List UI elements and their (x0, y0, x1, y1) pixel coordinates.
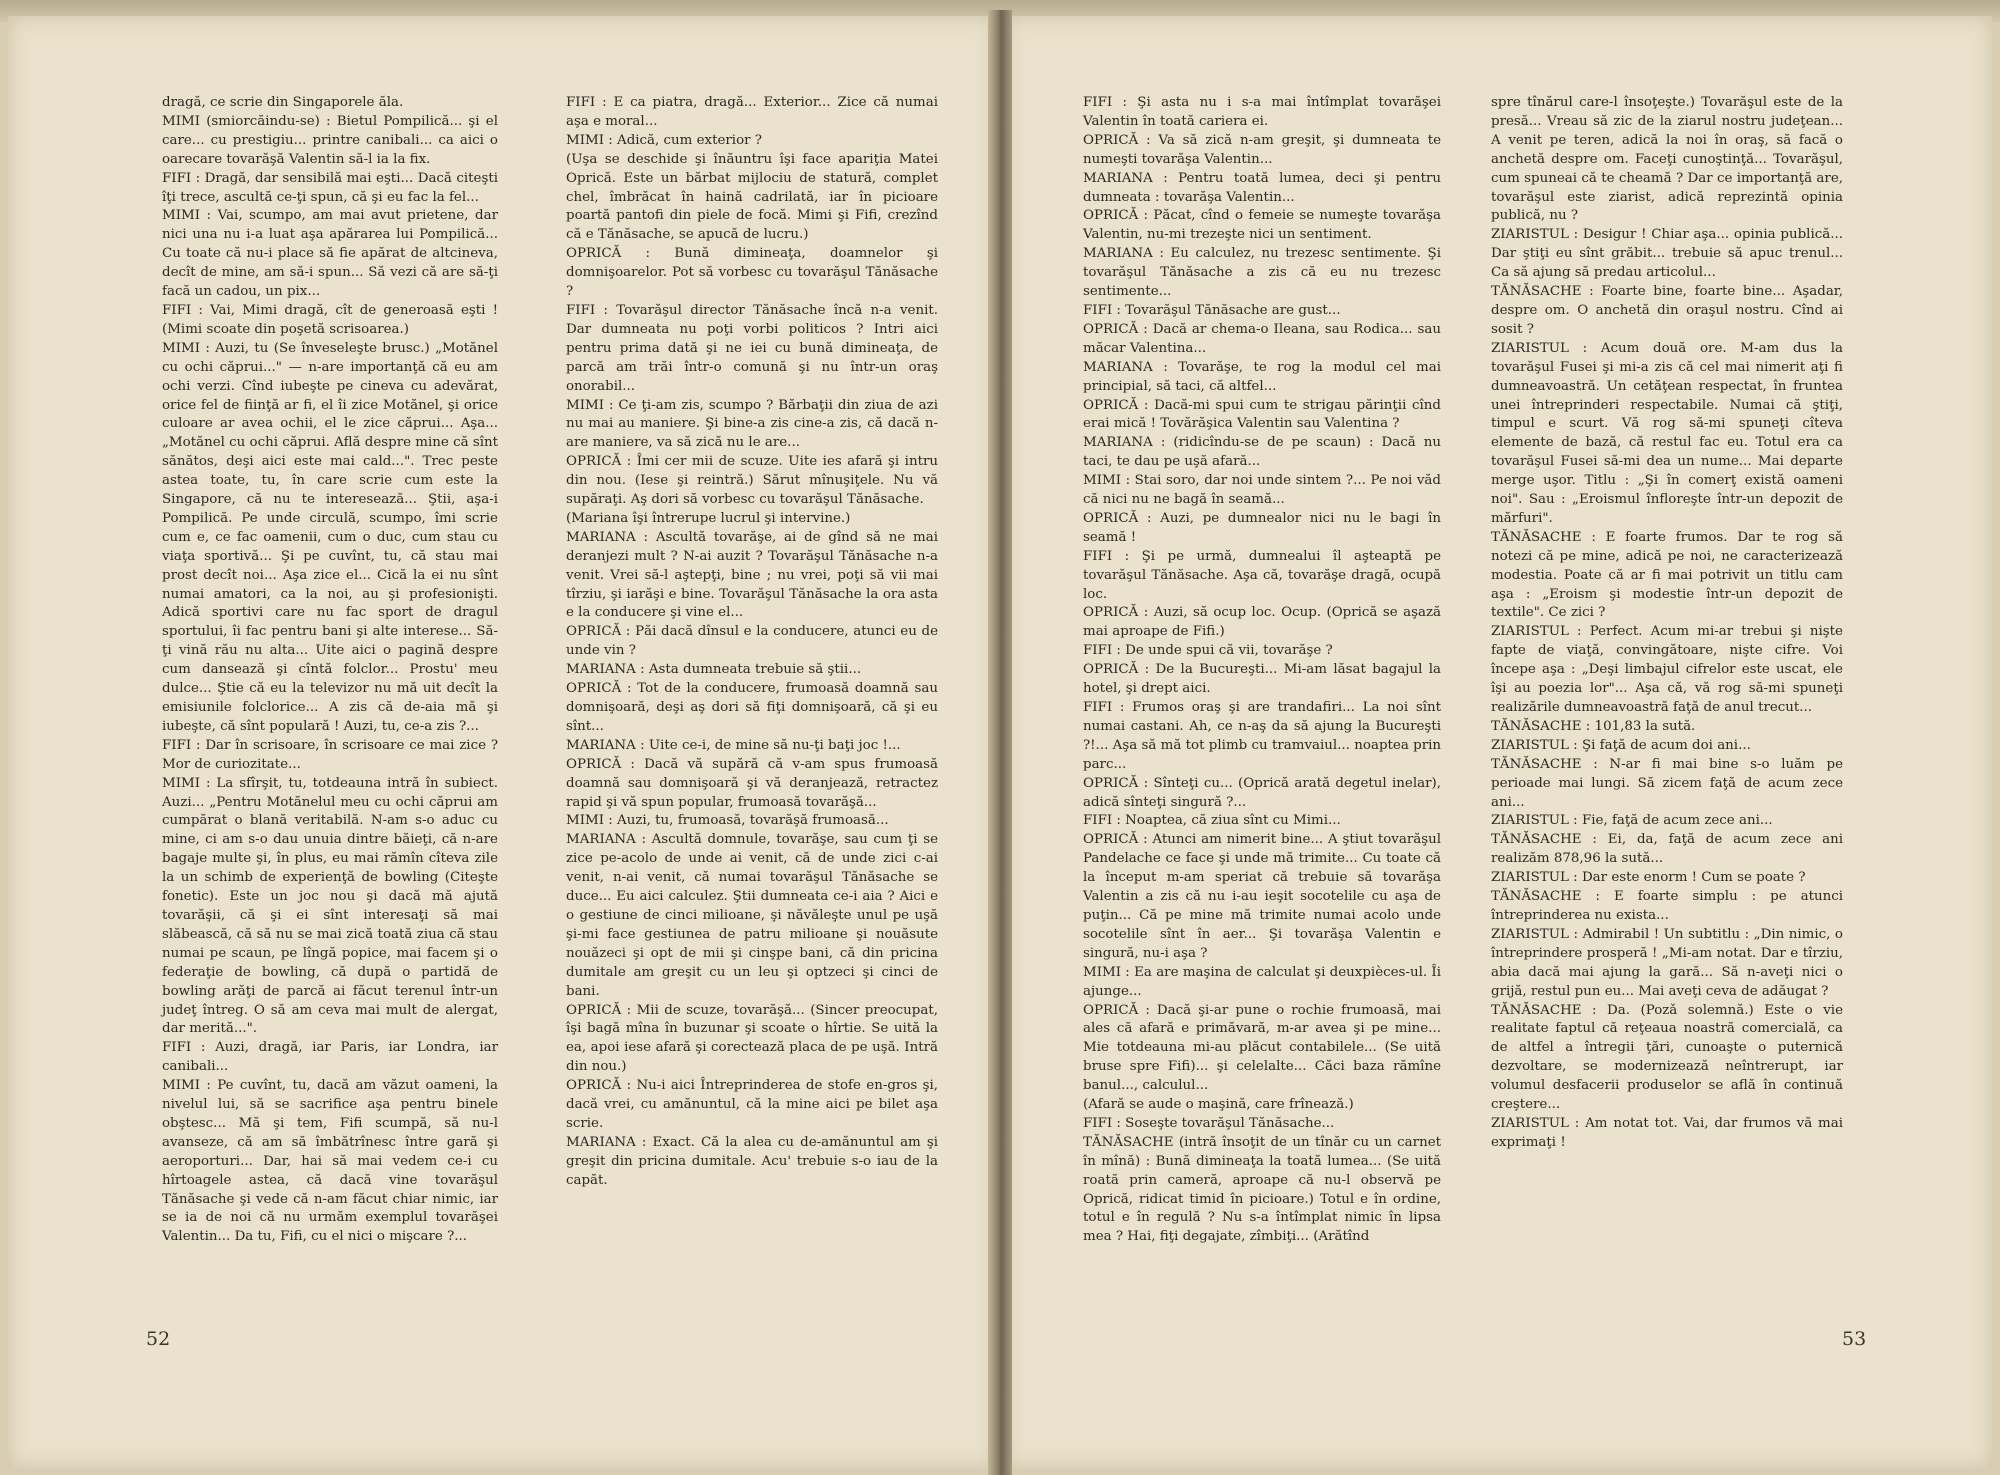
paragraph: (Uşa se deschide şi înăuntru îşi face apariţia Matei Oprică. Este un bărbat mijlociu de statură, complet chel, îmbrăcat în haină cadrilată, iar în picioare poartă pantofi din piele de focă. Mimi şi Fifi, crezînd că e Tănăsache, se apucă de lucru.) (566, 151, 938, 243)
paragraph: OPRICĂ : Dacă ar chema-o Ileana, sau Rodica... sau măcar Valentina... (1083, 321, 1441, 356)
paragraph: ZIARISTUL : Perfect. Acum mi-ar trebui şi nişte fapte de viaţă, convingătoare, nişte cifre. Voi începe aşa : „Deşi limbajul cifrelor este uscat, ele îşi au poezia lor"... Aşa că, vă rog să-mi spuneţi realizările dumneavoastră faţă de anul trecut... (1491, 624, 1843, 715)
paragraph: MIMI : Vai, scumpo, am mai avut prietene, dar nici una nu i-a luat aşa apărarea lui Pompilică... Cu toate că nu-i place să fie apărat de altcineva, decît de mine, am să-i spun... Să vezi că are să-ţi facă un cadou, un pix... (162, 208, 498, 300)
paragraph: TĂNĂSACHE : Ei, da, faţă de acum zece ani realizăm 878,96 la sută... (1491, 832, 1843, 867)
paragraph: MIMI : Pe cuvînt, tu, dacă am văzut oameni, la nivelul lui, să se sacrifice aşa pentru binele obştesc... Mă şi tem, Fifi scumpă, să nu-l avanseze, că am să îmbătrînesc între gară şi aeroporturi... Dar, hai să mai vedem ce-i cu hîrtoagele astea, că dacă vine tovarăşul Tănăsache şi vede că n-am făcut chiar nimic, iar se ia de noi că nu urmăm exemplul tovarăşei Valentin... Da tu, Fifi, cu el nici o mişcare ?... (162, 1078, 498, 1245)
paragraph: TĂNĂSACHE : N-ar fi mai bine s-o luăm pe perioade mai lungi. Să zicem faţă de acum zece ani... (1491, 756, 1843, 810)
text-column-4 (1491, 94, 1843, 1153)
paragraph: FIFI : Noaptea, că ziua sînt cu Mimi... (1083, 813, 1341, 829)
paragraph: OPRICĂ : Păcat, cînd o femeie se numeşte tovarăşa Valentin, nu-mi trezeşte nici un sentiment. (1083, 208, 1441, 243)
paragraph: FIFI : De unde spui că vii, tovarăşe ? (1083, 643, 1333, 659)
paragraph: OPRICĂ : Îmi cer mii de scuze. Uite ies afară şi intru din nou. (Iese şi reintră.) Sărut mînuşiţele. Nu vă supăraţi. Aş dori să vorbesc cu tovarăşul Tănăsache. (566, 454, 938, 508)
paragraph: ZIARISTUL : Dar este enorm ! Cum se poate ? (1491, 870, 1806, 886)
paragraph: MIMI : Auzi, tu (Se înveseleşte brusc.) „Motănel cu ochi căprui..." — n-are importanţă că eu am ochi verzi. Cînd iubeşte pe cineva cu adevărat, orice fel de fiinţă ar fi, el îi zice Motănel, şi orice culoare ar avea ochii, el le zice căprui... Aşa... „Motănel cu ochi căprui. Află despre mine că sînt sănătos, deşi aici este mai cald...". Trec peste astea toate, tu, în care scrie cum este la Singapore, că nu te interesează... Ştii, aşa-i Pompilică. Pe unde circulă, scumpo, îmi scrie cum e, ce fac oamenii, cum o duc, cum stau cu viaţa sportivă... Şi pe cuvînt, tu, că stau mai prost decît noi... Aşa zice el... Cică la ei nu sînt numai amatori, ca la noi, au şi profesionişti. Adică sportivi care nu fac sport de dragul sportului, îi fac pentru bani şi alte interese... Să-ţi vină rău nu alta... Uite aici o pagină despre cum dansează şi cîntă folclor... Prostu' meu dulce... Ştie că eu la televizor nu mă uit decît la emisiunile folclorice... A zis că de-aia mă şi iubeşte, că sînt populară ! Auzi, tu, ce-a zis ?... (162, 340, 498, 734)
page-number-left: 52 (146, 1328, 171, 1350)
paragraph: FIFI : Şi pe urmă, dumnealui îl aşteaptă pe tovarăşul Tănăsache. Aşa că, tovarăşe dragă, ocupă loc. (1083, 548, 1441, 602)
paragraph: OPRICĂ : Nu-i aici Întreprinderea de stofe en-gros şi, dacă vrei, cu amănuntul, că la mine aici pe bilet aşa scrie. (566, 1078, 938, 1131)
paragraph: MIMI : Ce ţi-am zis, scumpo ? Bărbaţii din ziua de azi nu mai au maniere. Şi bine-a zis cine-a zis, că dacă n-are maniere, va să zică nu le are... (566, 397, 938, 451)
paragraph: MARIANA : Ascultă domnule, tovarăşe, sau cum ţi se zice pe-acolo de unde ai venit, că de unde zici c-ai venit, n-ai venit, că numai tovarăşul Tănăsache se duce... Eu aici calculez. Ştii dumneata ce-i aia ? Aici e o gestiune de cinci milioane, şi năvăleşte unul pe uşă şi-mi face gestiunea de patru milioane şi nouăsute nouăzeci şi opt de mii şi cinşpe bani, că din pricina dumitale am greşit cu un leu şi optzeci şi cinci de bani. (566, 832, 938, 999)
paragraph: TĂNĂSACHE : 101,83 la sută. (1491, 718, 1696, 734)
paragraph: FIFI : Şi asta nu i s-a mai întîmplat tovarăşei Valentin în toată cariera ei. (1083, 95, 1441, 129)
paragraph: OPRICĂ : Tot de la conducere, frumoasă doamnă sau domnişoară, deşi aş dori să fiţi domnişoară, că şi eu sînt... (566, 681, 938, 734)
paragraph: MARIANA : Uite ce-i, de mine să nu-ţi baţi joc !... (566, 737, 901, 753)
paragraph: OPRICĂ : Va să zică n-am greşit, şi dumneata te numeşti tovarăşa Valentin... (1083, 132, 1441, 167)
text-column-2 (566, 94, 938, 1191)
book-gutter (988, 10, 1012, 1475)
paragraph: MARIANA : Asta dumneata trebuie să ştii... (566, 662, 862, 678)
paragraph: (Mariana îşi întrerupe lucrul şi intervine.) (566, 510, 851, 526)
paragraph: MARIANA : Ascultă tovarăşe, ai de gînd să ne mai deranjezi mult ? N-ai auzit ? Tovarăşul Tănăsache n-a venit. Vrei să-l aştepţi, bine ; nu vrei, poţi să vii mai tîrziu, şi iarăşi e bine. Tovarăşul Tănăsache la ora asta e la conducere şi vine el... (566, 529, 938, 621)
paragraph: ZIARISTUL : Şi faţă de acum doi ani... (1491, 737, 1751, 753)
paragraph: OPRICĂ : Sînteţi cu... (Oprică arată degetul inelar), adică sînteţi singură ?... (1083, 775, 1441, 810)
paragraph: FIFI : Dragă, dar sensibilă mai eşti... Dacă citeşti îţi trece, ascultă ce-ţi spun, că şi eu fac la fel... (162, 170, 498, 205)
paragraph: TĂNĂSACHE : Foarte bine, foarte bine... Aşadar, despre om. O anchetă din oraşul nostru. Cînd ai sosit ? (1491, 284, 1843, 337)
paragraph: OPRICĂ : Dacă vă supără că v-am spus frumoasă doamnă sau domnişoară şi vă deranjează, retractez rapid şi vă spun popular, frumoasă tovarăşă... (566, 756, 938, 810)
paragraph: TĂNĂSACHE : Da. (Pozǎ solemnă.) Este o vie realitate faptul că reţeaua noastră comercială, ca de altfel a întregii ţări, cunoaşte o puternică dezvoltare, se modernizează neîntrerupt, iar volumul desfacerii produselor se află în continuă creştere... (1491, 1002, 1843, 1113)
paragraph: OPRICĂ : Dacă-mi spui cum te strigau părinţii cînd erai mică ! Tovărăşica Valentin sau Valentina ? (1083, 397, 1441, 432)
text-column-3 (1083, 94, 1441, 1247)
paragraph: MIMI : Ea are maşina de calculat şi deuxpièces-ul. Îi ajunge... (1083, 964, 1441, 999)
paragraph: OPRICĂ : Auzi, să ocup loc. Ocup. (Oprică se aşază mai aproape de Fifi.) (1083, 605, 1441, 640)
paragraph: MIMI : Stai soro, dar noi unde sintem ?... Pe noi văd că nici nu ne bagă în seamă... (1083, 473, 1441, 508)
paragraph: ZIARISTUL : Am notat tot. Vai, dar frumos vă mai exprimaţi ! (1491, 1115, 1843, 1150)
paragraph: spre tînărul care-l însoţeşte.) Tovarăşul este de la presă... Vreau să zic de la ziarul nostru judeţean... A venit pe teren, adică la noi în oraş, să facă o anchetă despre om. Faceţi cunoştinţă... Tovarăşul, cum spuneai că te cheamă ? Dar ce importanţă are, tovarăşul este ziarist, adică reprezintă opinia publică, nu ? (1491, 95, 1843, 224)
paragraph: MIMI : La sfîrşit, tu, totdeauna intră în subiect. Auzi... „Pentru Motănelul meu cu ochi căprui am cumpărat o blană veritabilă. N-am s-o aduc cu mine, ci am s-o dau unuia dintre băieţi, că n-are bagaje multe şi, în plus, eu mai rămîn cîteva zile la un schimb de experienţă de bowling (Citeşte fonetic). Este un joc nou şi dacă mă ajută tovarăşii, că şi ei sînt interesaţi să mai slăbească, că să nu se mai zică toată ziua că stau numai pe scaun, pe lîngă popice, mai facem şi o federaţie de bowling, că după o partidă de bowling arăţi de parcă ai făcut terenul într-un judeţ întreg. O să am ceva mai mult de alergat, dar merită...". (162, 775, 498, 1037)
paragraph: TĂNĂSACHE : E foarte frumos. Dar te rog să notezi că pe mine, adică pe noi, ne caracterizează modestia. Poate că ar fi mai potrivit un titlu cam aşa : „Eroism şi modestie într-un depozit de textile". Ce zici ? (1491, 529, 1843, 621)
paragraph: MARIANA : Exact. Că la alea cu de-amănuntul am şi greşit din pricina dumitale. Acu' trebuie s-o iau de la capăt. (566, 1134, 938, 1188)
paragraph: ZIARISTUL : Admirabil ! Un subtitlu : „Din nimic, o întreprindere prosperă ! „Mi-am notat. Dar e tîrziu, abia dacă mai ajung la gară... Să n-aveţi nici o grijă, restul pun eu... Mai aveţi ceva de adăugat ? (1491, 926, 1843, 999)
paragraph: FIFI : Tovarăşul director Tănăsache încă n-a venit. Dar dumneata nu poţi vorbi politicos ? Intri aici pentru prima dată şi ne iei cu bună dimineaţa, de parcă am trăi într-o comună şi nu într-un oraş onorabil... (566, 302, 938, 394)
paragraph: MIMI : Auzi, tu, frumoasă, tovarăşă frumoasă... (566, 813, 889, 829)
paragraph: OPRICĂ : Păi dacă dînsul e la conducere, atunci eu de unde vin ? (566, 624, 938, 659)
paragraph: OPRICĂ : Atunci am nimerit bine... A ştiut tovarăşul Pandelache ce face şi unde mă trimite... Cu toate că la început m-am speriat că trebuie să tovarăşa Valentin a zis că nu i-au ieşit socotelile cu aşa de puţin... Că pe mine mă trimite numai acolo unde socotelile sînt în aer... Şi tovarăşa Valentin e singură, nu-i aşa ? (1083, 832, 1441, 961)
paragraph: ZIARISTUL : Desigur ! Chiar aşa... opinia publică... Dar ştiţi eu sînt grăbit... trebuie să apuc trenul... Ca să ajung să predau articolul... (1491, 227, 1843, 281)
paragraph: OPRICĂ : Dacă şi-ar pune o rochie frumoasă, mai ales că afară e primăvară, m-ar avea şi pe mine... Mie totdeauna mi-au plăcut contabilele... (Se uită bruse spre Fifi)... şi celelalte... Căci baza rămîne banul..., calculul... (1083, 1002, 1441, 1094)
paragraph: MARIANA : Pentru toată lumea, deci şi pentru dumneata : tovarăşa Valentin... (1083, 170, 1441, 205)
paragraph: MIMI : Adică, cum exterior ? (566, 132, 762, 148)
text-column-1 (162, 94, 498, 1247)
paragraph: dragă, ce scrie din Singaporele ăla. (162, 95, 404, 110)
paragraph: OPRICĂ : Mii de scuze, tovarăşă... (Sincer preocupat, îşi bagă mîna în buzunar şi scoate o hîrtie. Se uită la ea, apoi iese afară şi corectează placa de pe uşă. Intră din nou.) (566, 1002, 938, 1075)
paragraph: MARIANA : Eu calculez, nu trezesc sentimente. Şi tovarăşul Tănăsache a zis că eu nu trezesc sentimente... (1083, 246, 1441, 300)
paragraph: OPRICĂ : De la Bucureşti... Mi-am lăsat bagajul la hotel, şi drept aici. (1083, 662, 1441, 697)
page-number-right: 53 (1842, 1328, 1867, 1350)
paragraph: FIFI : Frumos oraş şi are trandafiri... La noi sînt numai castani. Ah, ce n-aş da să ajung la Bucureşti ?!... Aşa să mă tot plimb cu tramvaiul... noaptea prin parc... (1083, 700, 1441, 772)
paragraph: FIFI : Tovarăşul Tănăsache are gust... (1083, 302, 1341, 318)
paragraph: MARIANA : (ridicîndu-se de pe scaun) : Dacă nu taci, te dau pe uşă afară... (1083, 435, 1441, 470)
paragraph: TĂNĂSACHE (intră însoţit de un tînăr cu un carnet în mînă) : Bună dimineaţa la toată lumea... (Se uită roată prin cameră, aproape că nu-l observă pe Oprică, ridicat timid în picioare.) Totul e în ordine, totul e în regulă ? Nu s-a întîmplat nimic în lipsa mea ? Hai, fiţi degajate, zîmbiţi... (Arătînd (1083, 1134, 1441, 1245)
paragraph: OPRICĂ : Auzi, pe dumnealor nici nu le bagi în seamă ! (1083, 510, 1441, 545)
paragraph: ZIARISTUL : Fie, faţă de acum zece ani... (1491, 813, 1773, 829)
paragraph: ZIARISTUL : Acum două ore. M-am dus la tovarăşul Fusei şi mi-a zis că cel mai nimerit aţi fi dumneavoastră. Un cetăţean respectat, în fruntea unei întreprinderi respectabile. Numai că ştiţi, timpul e scurt. Vă rog să-mi spuneţi cîteva elemente de bază, că restul fac eu. Totul era ca tovarăşul Fusei să-mi dea un nume... Mai departe merge uşor. Titlu : „Şi în comerţ există oameni noi". Sau : „Eroismul înfloreşte într-un depozit de mărfuri". (1491, 340, 1843, 526)
paragraph: FIFI : Vai, Mimi dragă, cît de generoasă eşti ! (Mimi scoate din poşetă scrisoarea.) (162, 302, 498, 337)
paragraph: OPRICĂ : Bună dimineaţa, doamnelor şi domnişoarelor. Pot să vorbesc cu tovarăşul Tănăsache ? (566, 246, 938, 300)
paragraph: (Afară se aude o maşină, care frînează.) (1083, 1097, 1354, 1113)
paragraph: FIFI : Auzi, dragă, iar Paris, iar Londra, iar canibali... (162, 1040, 498, 1075)
paragraph: MARIANA : Tovarăşe, te rog la modul cel mai principial, să taci, că altfel... (1083, 359, 1441, 394)
paragraph: FIFI : E ca piatra, dragă... Exterior... Zice că numai aşa e moral... (566, 95, 938, 129)
paragraph: TĂNĂSACHE : E foarte simplu : pe atunci întreprinderea nu exista... (1491, 889, 1843, 923)
paragraph: FIFI : Soseşte tovarăşul Tănăsache... (1083, 1115, 1335, 1131)
paragraph: FIFI : Dar în scrisoare, în scrisoare ce mai zice ? Mor de curiozitate... (162, 737, 498, 772)
paragraph: MIMI (smiorcăindu-se) : Bietul Pompilică... şi el care... cu prestigiu... printre canibali... ca aici o oarecare tovarăşă Valentin să-l ia la fix. (162, 113, 498, 167)
